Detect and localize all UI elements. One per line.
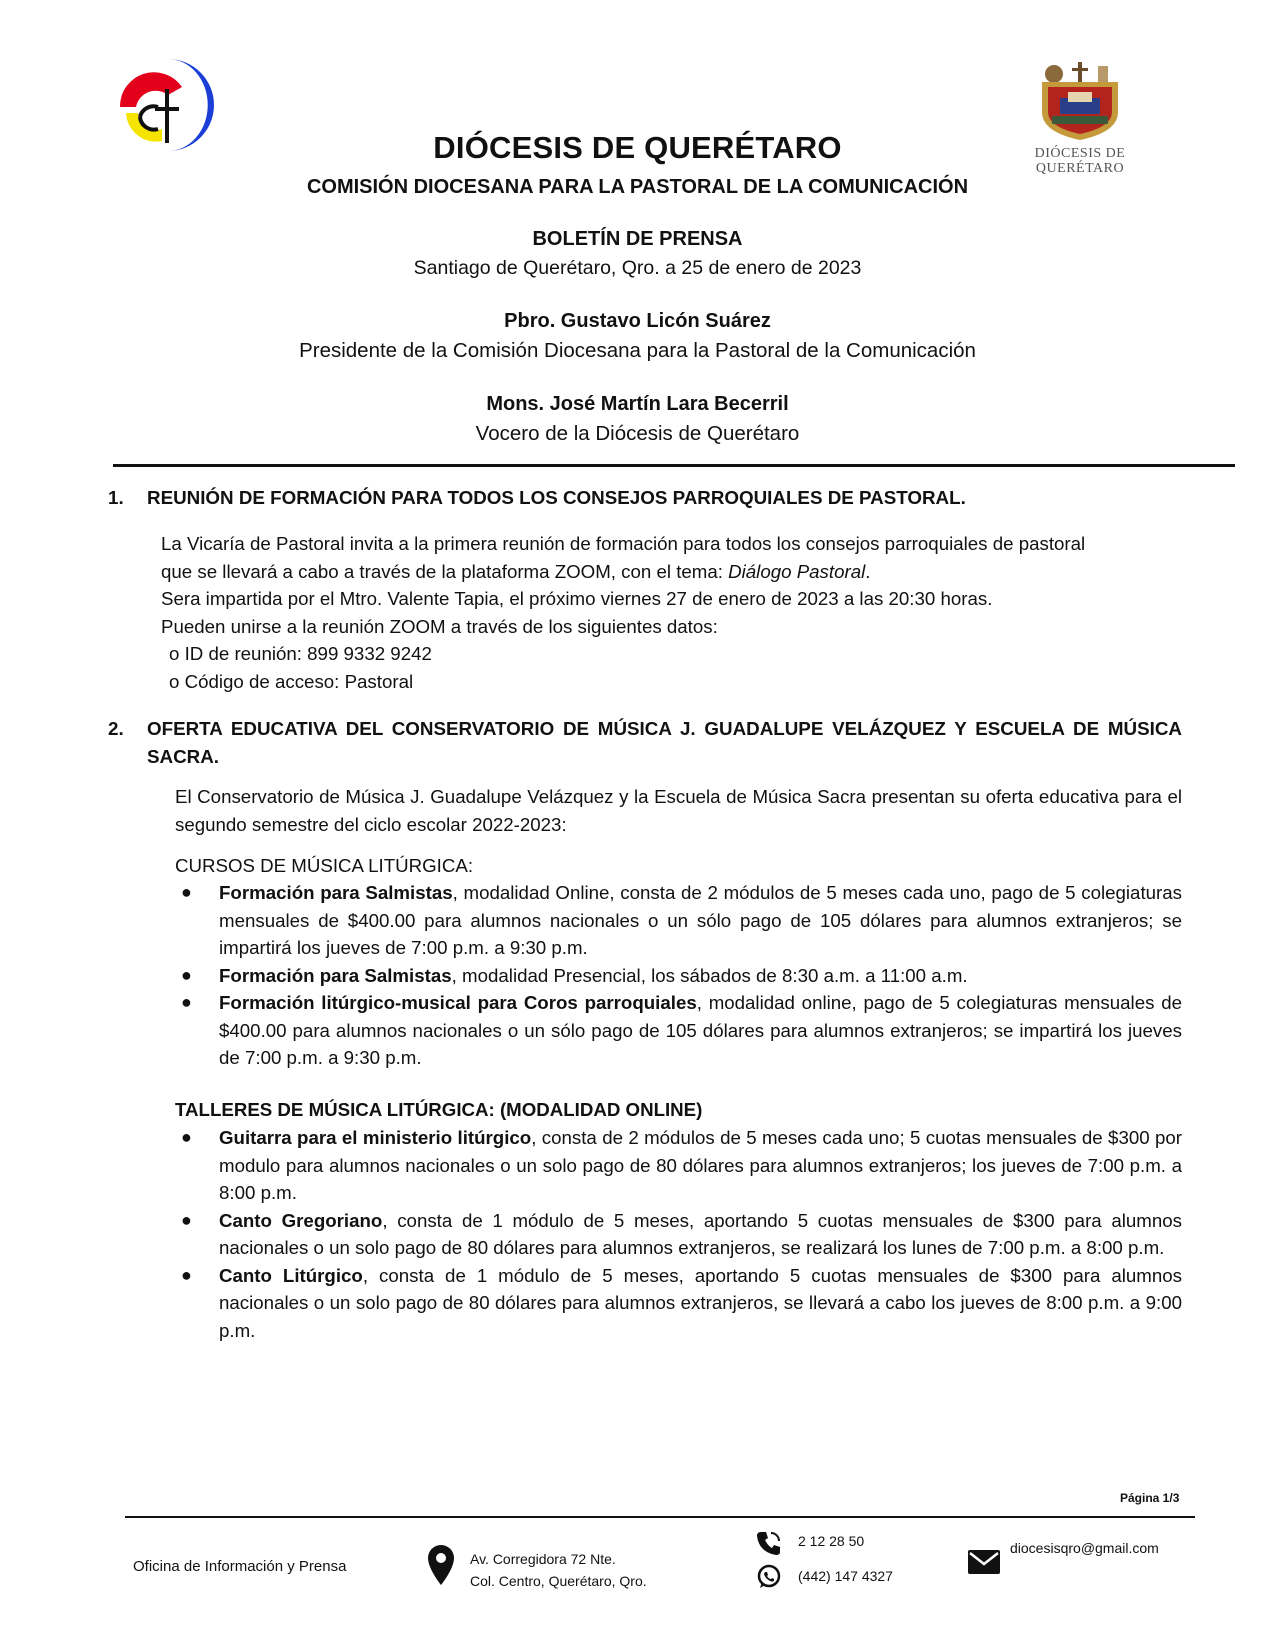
page-subtitle: COMISIÓN DIOCESANA PARA LA PASTORAL DE LA COMUNICACIÓN — [306, 176, 969, 198]
page-title: DIÓCESIS DE QUERÉTARO — [433, 130, 842, 165]
list-item: ● Formación para Salmistas, modalidad Online, consta de 2 módulos de 5 meses cada uno, pago de 5 colegiaturas mensuales de $400.00 para alumnos nacionales o un sólo pago de 105 dólares para alumnos extranjeros; se impartirá los jueves de 7:00 p.m. a 9:30 p.m. — [175, 879, 1182, 962]
talleres-heading: TALLERES DE MÚSICA LITÚRGICA: (MODALIDAD ONLINE) — [175, 1099, 703, 1120]
address-line2: Col. Centro, Querétaro, Qro. — [470, 1573, 647, 1589]
section1-body — [161, 530, 1201, 695]
section2-number: 2. — [108, 718, 124, 739]
phone-icon — [756, 1530, 782, 1561]
phone-number: 2 12 28 50 — [798, 1533, 865, 1549]
person2-role: Vocero de la Diócesis de Querétaro — [475, 422, 800, 445]
cursos-heading: CURSOS DE MÚSICA LITÚRGICA: — [175, 855, 474, 876]
logo-text-diocesis: DIÓCESIS DE — [1034, 146, 1126, 161]
section1-line2: que se llevará a cabo a través de la plataforma ZOOM, con el tema: Diálogo Pastoral. — [161, 560, 871, 582]
mail-icon — [968, 1550, 1000, 1579]
office-label: Oficina de Información y Prensa — [133, 1558, 347, 1575]
bullet-icon: ● — [181, 882, 192, 902]
section2-heading: OFERTA EDUCATIVA DEL CONSERVATORIO DE MÚSICA J. GUADALUPE VELÁZQUEZ Y ESCUELA DE MÚSICA SACRA. — [147, 718, 1182, 767]
footer-divider — [125, 1516, 1195, 1518]
person1-name: Pbro. Gustavo Licón Suárez — [504, 310, 771, 332]
topic-title: Diálogo Pastoral — [728, 560, 866, 582]
email-address: diocesisqro@gmail.com — [1010, 1540, 1159, 1556]
bullet-icon: ● — [181, 992, 192, 1012]
header-divider — [113, 464, 1235, 467]
location-pin-icon — [428, 1545, 454, 1590]
section1-line1: La Vicaría de Pastoral invita a la primera reunión de formación para todos los consejos parroquiales de pastoral — [161, 533, 1086, 554]
page-number: Página 1/3 — [1120, 1491, 1180, 1505]
list-item: ● Formación litúrgico-musical para Coros parroquiales, modalidad online, pago de 5 colegiaturas mensuales de $400.00 para alumnos nacionales o un sólo pago de 105 dólares para alumnos extranjeros; se impartirá los jueves de 7:00 p.m. a 9:30 p.m. — [175, 989, 1182, 1072]
access-code: o Código de acceso: Pastoral — [169, 670, 414, 692]
person1-role: Presidente de la Comisión Diocesana para la Pastoral de la Comunicación — [299, 339, 976, 362]
bulletin-label: BOLETÍN DE PRENSA — [532, 228, 743, 250]
list-item: ● Formación para Salmistas, modalidad Presencial, los sábados de 8:30 a.m. a 11:00 a.m. — [175, 962, 1182, 990]
section1-line3: Sera impartida por el Mtro. Valente Tapia, el próximo viernes 27 de enero de 2023 a las 20:30 horas. — [161, 588, 993, 609]
address-line1: Av. Corregidora 72 Nte. — [470, 1551, 616, 1567]
person2-name: Mons. José Martín Lara Becerril — [486, 393, 789, 415]
list-item: ● Canto Gregoriano, consta de 1 módulo de 5 meses, aportando 5 cuotas mensuales de $300 para alumnos nacionales o un solo pago de 80 dólares para alumnos extranjeros, se realizará los lunes de 7:00 p.m. a 8:00 p.m. — [175, 1207, 1182, 1262]
section1-line4: Pueden unirse a la reunión ZOOM a través de los siguientes datos: — [161, 615, 718, 637]
section1-number: 1. — [108, 487, 124, 508]
list-item: ● Guitarra para el ministerio litúrgico, consta de 2 módulos de 5 meses cada uno; 5 cuotas mensuales de $300 por modulo para alumnos nacionales o un solo pago de 80 dólares para alumnos extranjeros; los jueves de 7:00 p.m. a 8:00 p.m. — [175, 1124, 1182, 1207]
address-block — [470, 1548, 647, 1592]
talleres-list — [175, 1124, 1182, 1344]
bullet-icon: ● — [181, 1264, 192, 1285]
section2-intro: El Conservatorio de Música J. Guadalupe Velázquez y la Escuela de Música Sacra presentan su oferta educativa para el segundo semestre del ciclo escolar 2022-2023: — [175, 786, 1182, 835]
whatsapp-icon — [756, 1564, 782, 1595]
logo-text-queretaro: QUERÉTARO — [1035, 161, 1125, 176]
bullet-icon: ● — [181, 1209, 192, 1230]
bullet-icon: ● — [181, 964, 192, 985]
bullet-icon: ● — [181, 1127, 192, 1147]
list-item: ● Canto Litúrgico, consta de 1 módulo de 5 meses, aportando 5 cuotas mensuales de $300 para alumnos nacionales o un solo pago de 80 dólares para alumnos extranjeros, se llevará a cabo los jueves de 8:00 p.m. a 9:00 p.m. — [175, 1262, 1182, 1345]
meeting-id: o ID de reunión: 899 9332 9242 — [169, 643, 432, 664]
cursos-list — [175, 879, 1182, 1072]
section1-heading: REUNIÓN DE FORMACIÓN PARA TODOS LOS CONSEJOS PARROQUIALES DE PASTORAL. — [147, 487, 966, 508]
date-line: Santiago de Querétaro, Qro. a 25 de enero de 2023 — [413, 257, 862, 279]
whatsapp-number: (442) 147 4327 — [798, 1568, 893, 1584]
